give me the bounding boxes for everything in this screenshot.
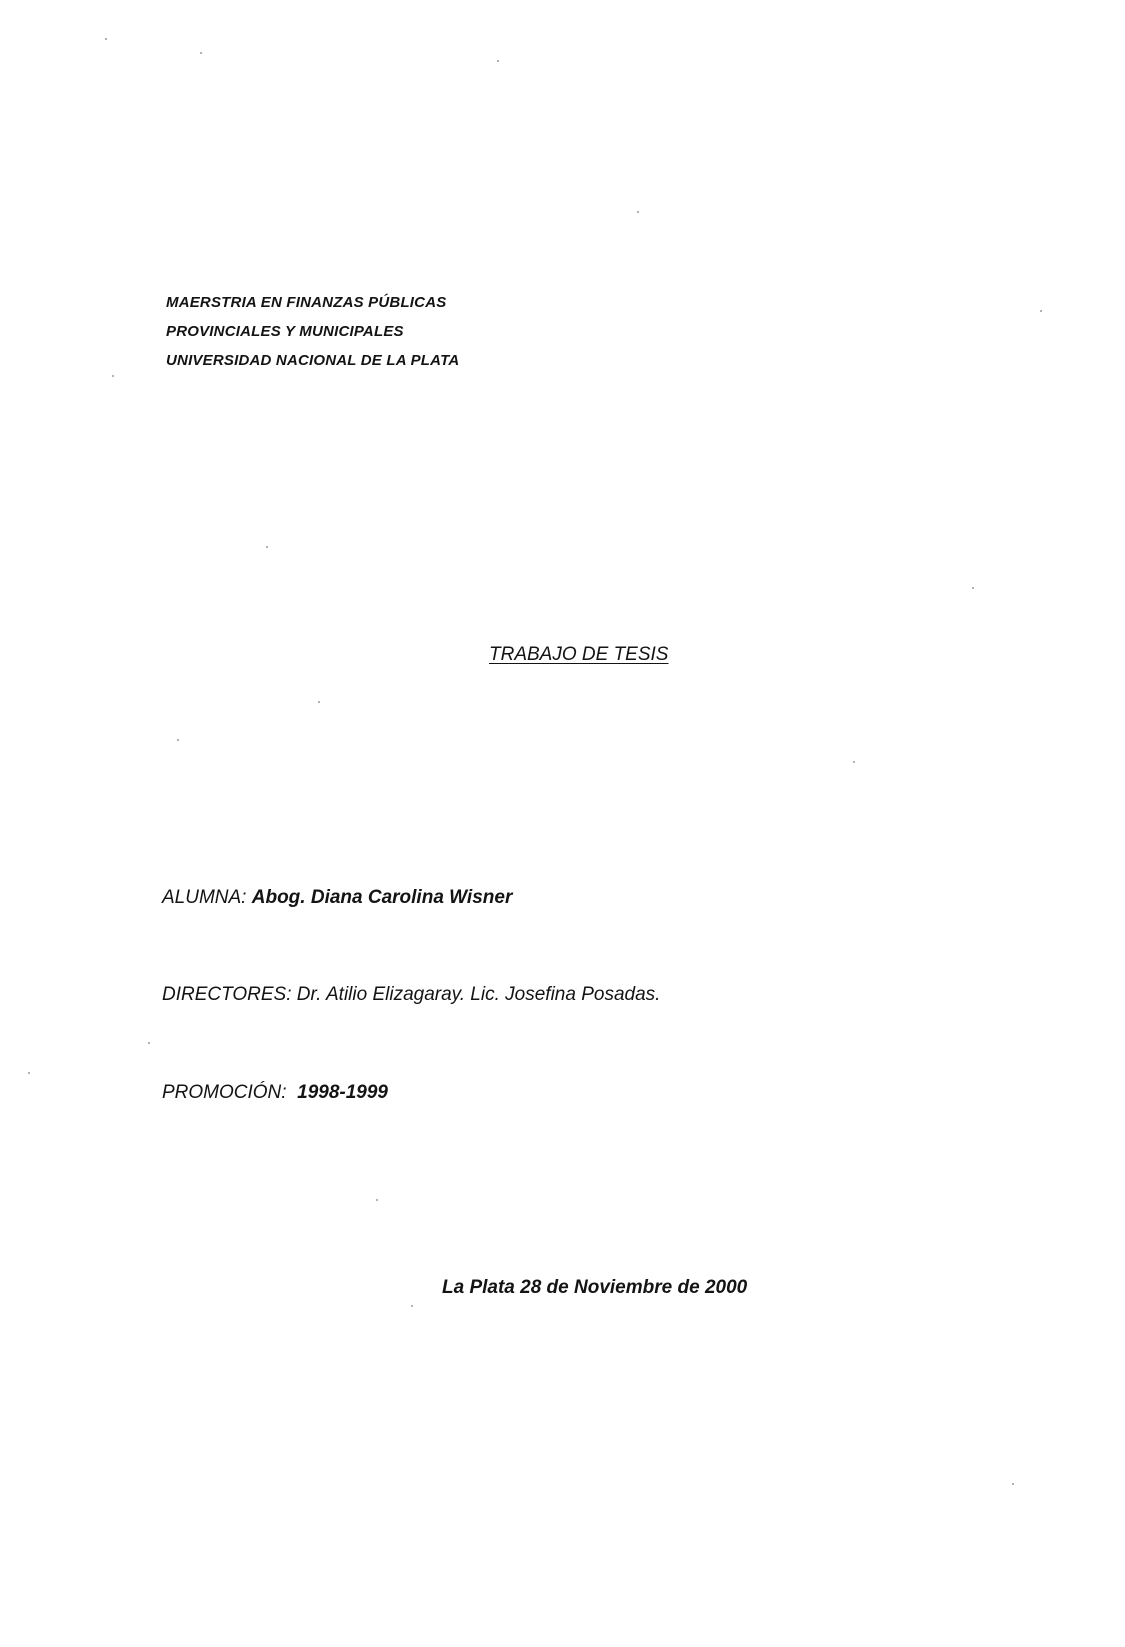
header-line-university: UNIVERSIDAD NACIONAL DE LA PLATA <box>166 352 460 369</box>
header-line-program: MAERSTRIA EN FINANZAS PÚBLICAS <box>166 294 447 311</box>
student-field <box>162 887 512 909</box>
scan-speck <box>28 1072 30 1074</box>
cohort-years: 1998-1999 <box>297 1082 388 1103</box>
scan-speck <box>266 546 268 548</box>
document-title: TRABAJO DE TESIS <box>489 644 669 665</box>
scan-speck <box>972 587 974 589</box>
scan-speck <box>112 375 114 377</box>
scan-speck <box>411 1305 413 1307</box>
directors-field <box>162 984 660 1006</box>
scan-speck <box>497 60 499 62</box>
scan-speck <box>1012 1483 1014 1485</box>
cohort-label: PROMOCIÓN: <box>162 1082 287 1103</box>
scan-speck <box>1040 310 1042 312</box>
directors-label: DIRECTORES: <box>162 984 292 1005</box>
scan-speck <box>318 701 320 703</box>
directors-names: Dr. Atilio Elizagaray. Lic. Josefina Posadas. <box>296 984 661 1005</box>
scan-speck <box>105 38 107 40</box>
scan-speck <box>200 52 202 54</box>
cohort-field <box>162 1082 388 1104</box>
header-line-scope: PROVINCIALES Y MUNICIPALES <box>166 323 404 340</box>
student-name: Abog. Diana Carolina Wisner <box>251 887 513 908</box>
scan-speck <box>853 761 855 763</box>
scan-speck <box>376 1199 378 1201</box>
scan-speck <box>637 211 639 213</box>
place-and-date: La Plata 28 de Noviembre de 2000 <box>442 1277 748 1298</box>
student-label: ALUMNA: <box>162 887 247 908</box>
scan-speck <box>177 739 179 741</box>
institution-header <box>166 288 459 375</box>
scan-speck <box>148 1042 150 1044</box>
